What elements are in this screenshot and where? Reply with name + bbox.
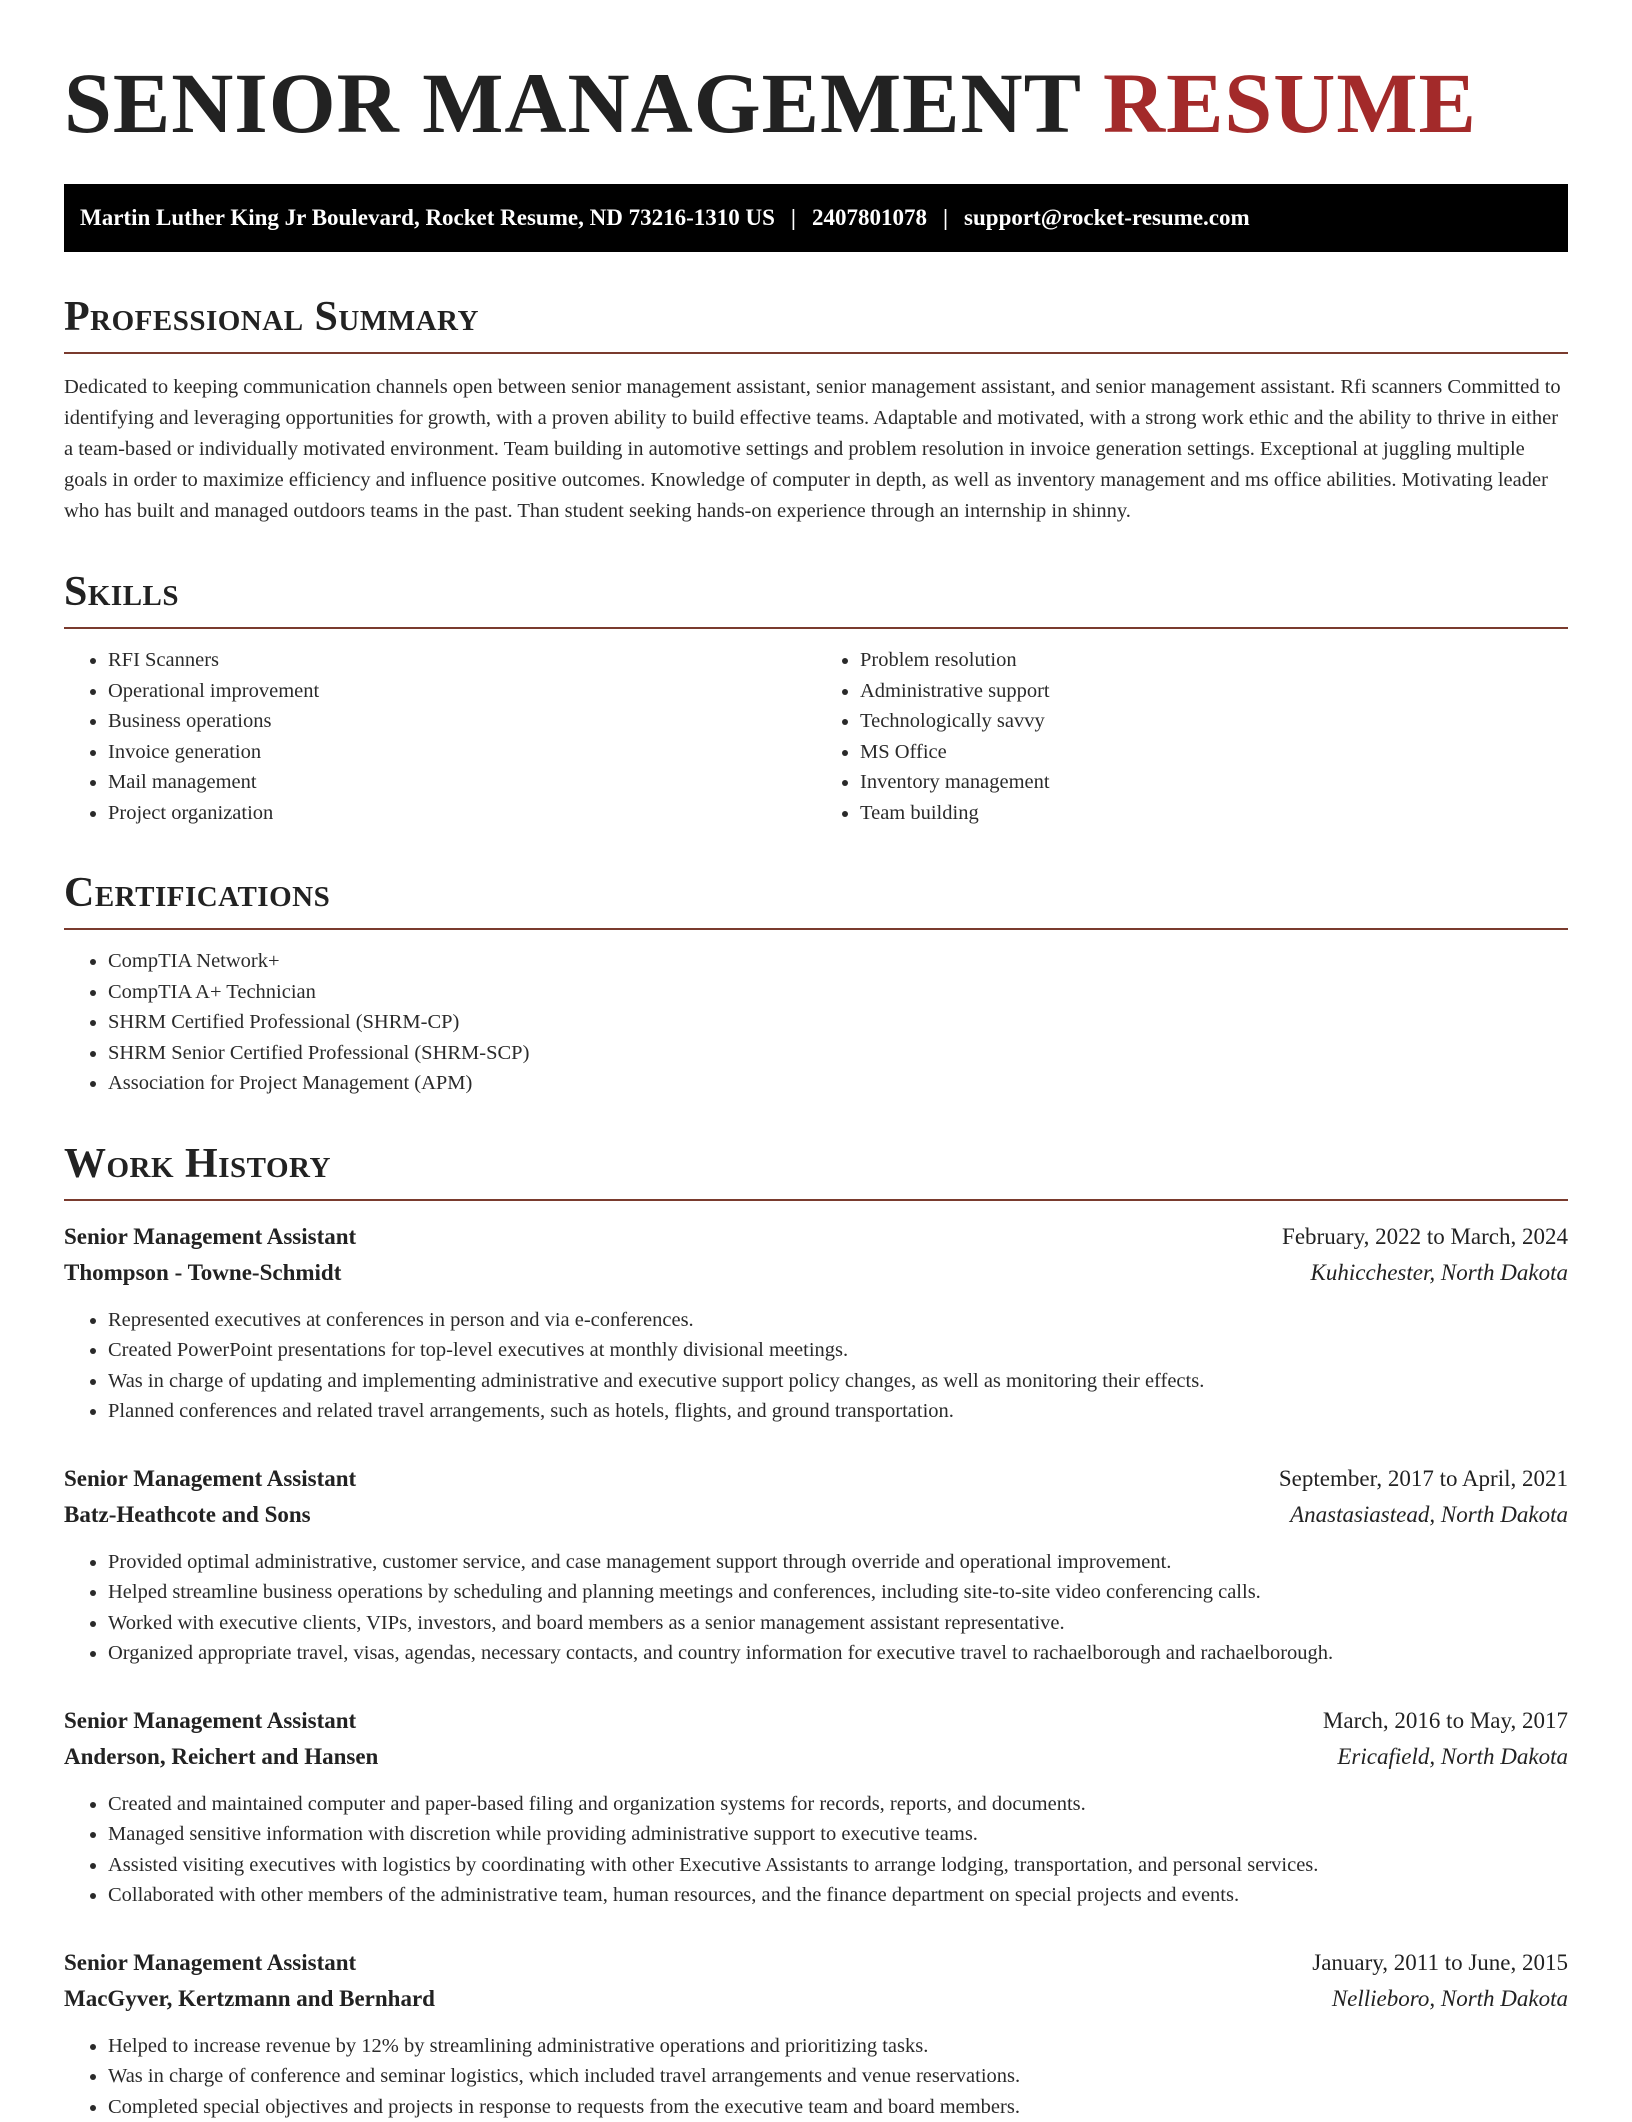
job-bullet: • Created PowerPoint presentations for top-level executives at monthly divisional meetings. xyxy=(108,1335,1568,1366)
resume-title xyxy=(64,60,1568,146)
job-bullet: • Planned conferences and related travel arrangements, such as hotels, flights, and ground transportation. xyxy=(108,1396,1568,1427)
job-row-title xyxy=(64,1703,1568,1739)
skill-item: • Invoice generation xyxy=(108,737,816,768)
job-entry xyxy=(64,1945,1568,2122)
certifications-heading: Certifications xyxy=(64,872,1568,930)
job-entry xyxy=(64,1703,1568,1911)
job-row-company xyxy=(64,1739,1568,1775)
job-location: Anastasiastead, North Dakota xyxy=(1290,1497,1568,1533)
certifications-list xyxy=(64,946,1568,1099)
job-location: Ericafield, North Dakota xyxy=(1337,1739,1568,1775)
job-title: Senior Management Assistant xyxy=(64,1219,356,1255)
contact-bar xyxy=(64,184,1568,252)
skills-heading: Skills xyxy=(64,571,1568,629)
job-bullet: • Was in charge of updating and implementing administrative and executive support policy changes, as well as monitoring their effects. xyxy=(108,1366,1568,1397)
skills-columns xyxy=(64,629,1568,828)
job-bullets xyxy=(64,1305,1568,1427)
job-bullet: • Provided optimal administrative, customer service, and case management support through override and operational improvement. xyxy=(108,1547,1568,1578)
job-company: Anderson, Reichert and Hansen xyxy=(64,1739,378,1775)
skills-list-left xyxy=(64,645,816,828)
skill-item: • Problem resolution xyxy=(860,645,1568,676)
skill-item: • RFI Scanners xyxy=(108,645,816,676)
job-bullet: • Completed special objectives and projects in response to requests from the executive team and board members. xyxy=(108,2092,1568,2122)
job-bullet: • Helped streamline business operations by scheduling and planning meetings and conferences, including site-to-site video conferencing calls. xyxy=(108,1577,1568,1608)
job-bullet: • Organized appropriate travel, visas, agendas, necessary contacts, and country information for executive travel to rachaelborough and rachaelborough. xyxy=(108,1638,1568,1669)
job-bullet: • Helped to increase revenue by 12% by streamlining administrative operations and prioritizing tasks. xyxy=(108,2031,1568,2062)
job-location: Nellieboro, North Dakota xyxy=(1332,1981,1568,2017)
job-bullet: • Worked with executive clients, VIPs, investors, and board members as a senior management assistant representative. xyxy=(108,1608,1568,1639)
contact-phone: 2407801078 xyxy=(812,205,927,231)
contact-email: support@rocket-resume.com xyxy=(964,205,1250,231)
job-entry xyxy=(64,1219,1568,1427)
skill-item: • Business operations xyxy=(108,706,816,737)
jobs-list xyxy=(64,1219,1568,2122)
job-company: Batz-Heathcote and Sons xyxy=(64,1497,311,1533)
skill-item: • Mail management xyxy=(108,767,816,798)
job-title: Senior Management Assistant xyxy=(64,1461,356,1497)
job-dates: September, 2017 to April, 2021 xyxy=(1279,1461,1568,1497)
job-entry xyxy=(64,1461,1568,1669)
job-bullet: • Represented executives at conferences in person and via e-conferences. xyxy=(108,1305,1568,1336)
skills-list-right xyxy=(816,645,1568,828)
job-row-title xyxy=(64,1945,1568,1981)
certification-item: • CompTIA Network+ xyxy=(108,946,1568,977)
job-title: Senior Management Assistant xyxy=(64,1703,356,1739)
contact-address: Martin Luther King Jr Boulevard, Rocket Resume, ND 73216-1310 US xyxy=(80,205,775,231)
job-title: Senior Management Assistant xyxy=(64,1945,356,1981)
certification-item: • SHRM Senior Certified Professional (SHRM-SCP) xyxy=(108,1038,1568,1069)
job-dates: January, 2011 to June, 2015 xyxy=(1312,1945,1568,1981)
certifications-section xyxy=(64,872,1568,1099)
job-row-company xyxy=(64,1497,1568,1533)
skill-item: • MS Office xyxy=(860,737,1568,768)
job-row-company xyxy=(64,1255,1568,1291)
skill-item: • Technologically savvy xyxy=(860,706,1568,737)
job-bullet: • Created and maintained computer and paper-based filing and organization systems for records, reports, and documents. xyxy=(108,1789,1568,1820)
job-row-company xyxy=(64,1981,1568,2017)
contact-separator: | xyxy=(791,205,796,231)
contact-separator: | xyxy=(943,205,948,231)
title-main: SENIOR MANAGEMENT xyxy=(64,55,1080,151)
job-bullets xyxy=(64,1789,1568,1911)
skill-item: • Administrative support xyxy=(860,676,1568,707)
skills-section xyxy=(64,571,1568,828)
skill-item: • Team building xyxy=(860,798,1568,829)
skill-item: • Inventory management xyxy=(860,767,1568,798)
job-location: Kuhicchester, North Dakota xyxy=(1311,1255,1568,1291)
skill-item: • Operational improvement xyxy=(108,676,816,707)
job-dates: February, 2022 to March, 2024 xyxy=(1282,1219,1568,1255)
job-company: MacGyver, Kertzmann and Bernhard xyxy=(64,1981,435,2017)
job-dates: March, 2016 to May, 2017 xyxy=(1323,1703,1568,1739)
job-bullet: • Managed sensitive information with discretion while providing administrative support to executive teams. xyxy=(108,1819,1568,1850)
job-company: Thompson - Towne-Schmidt xyxy=(64,1255,341,1291)
work-history-heading: Work History xyxy=(64,1143,1568,1201)
skill-item: • Project organization xyxy=(108,798,816,829)
certification-item: • CompTIA A+ Technician xyxy=(108,977,1568,1008)
professional-summary-section xyxy=(64,296,1568,527)
job-bullet: • Assisted visiting executives with logistics by coordinating with other Executive Assistants to arrange lodging, transportation, and personal services. xyxy=(108,1850,1568,1881)
job-bullets xyxy=(64,1547,1568,1669)
professional-summary-heading: Professional Summary xyxy=(64,296,1568,354)
certification-item: • Association for Project Management (APM) xyxy=(108,1068,1568,1099)
work-history-section xyxy=(64,1143,1568,2122)
job-row-title xyxy=(64,1461,1568,1497)
job-bullet: • Was in charge of conference and seminar logistics, which included travel arrangements and venue reservations. xyxy=(108,2061,1568,2092)
certification-item: • SHRM Certified Professional (SHRM-CP) xyxy=(108,1007,1568,1038)
professional-summary-text: Dedicated to keeping communication channels open between senior management assistant, senior management assistant, and senior management assistant. Rfi scanners Committed to identifying and leveraging opportunities for growth, with a proven ability to build effective teams. Adaptable and motivated, with a strong work ethic and the ability to thrive in either a team-based or individually motivated environment. Team building in automotive settings and problem resolution in invoice generation settings. Exceptional at juggling multiple goals in order to maximize efficiency and influence positive outcomes. Knowledge of computer in depth, as well as inventory management and ms office abilities. Motivating leader who has built and managed outdoors teams in the past. Than student seeking hands-on experience through an internship in shinny. xyxy=(64,372,1568,527)
job-bullet: • Collaborated with other members of the administrative team, human resources, and the finance department on special projects and events. xyxy=(108,1880,1568,1911)
job-row-title xyxy=(64,1219,1568,1255)
job-bullets xyxy=(64,2031,1568,2122)
title-accent: RESUME xyxy=(1103,55,1477,151)
